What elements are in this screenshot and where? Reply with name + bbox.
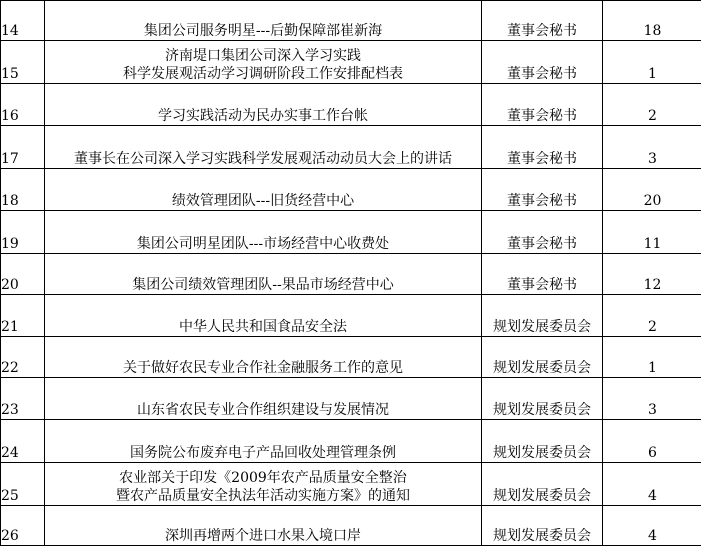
copy-count: 11: [603, 211, 701, 254]
document-title: [45, 463, 482, 506]
row-number: 24: [1, 420, 45, 463]
document-title-line: 暨农产品质量安全执法年活动实施方案》的通知: [45, 487, 481, 505]
row-number: 22: [1, 337, 45, 378]
document-title-line: 集团公司明星团队---市场经营中心收费处: [45, 235, 481, 253]
row-number: 23: [1, 378, 45, 420]
document-title: [45, 420, 482, 463]
document-title-line: 农业部关于印发《2009年农产品质量安全整治: [45, 469, 481, 487]
row-number: 16: [1, 84, 45, 126]
row-number: 26: [1, 506, 45, 546]
department: 规划发展委员会: [482, 463, 603, 506]
department: 董事会秘书: [482, 211, 603, 254]
department: 董事会秘书: [482, 126, 603, 169]
table-row: [1, 295, 701, 337]
document-title-line: 深圳再增两个进口水果入境口岸: [45, 527, 481, 545]
row-number: 25: [1, 463, 45, 506]
document-title-line: 董事长在公司深入学习实践科学发展观活动动员大会上的讲话: [45, 150, 481, 168]
department: 董事会秘书: [482, 169, 603, 211]
row-number: 19: [1, 211, 45, 254]
document-title-line: 关于做好农民专业合作社金融服务工作的意见: [45, 359, 481, 377]
department: 规划发展委员会: [482, 506, 603, 546]
copy-count: 2: [603, 295, 701, 337]
department: 规划发展委员会: [482, 295, 603, 337]
copy-count: 3: [603, 126, 701, 169]
department: 董事会秘书: [482, 1, 603, 41]
document-title: [45, 254, 482, 295]
table-row: [1, 211, 701, 254]
row-number: 14: [1, 1, 45, 41]
table-row: [1, 337, 701, 378]
table-row: [1, 463, 701, 506]
department: 规划发展委员会: [482, 420, 603, 463]
row-number: 17: [1, 126, 45, 169]
table-row: [1, 378, 701, 420]
copy-count: 4: [603, 506, 701, 546]
copy-count: 18: [603, 1, 701, 41]
document-title-line: 国务院公布废弃电子产品回收处理管理条例: [45, 444, 481, 462]
document-title-line: 绩效管理团队---旧货经营中心: [45, 192, 481, 210]
document-title: [45, 506, 482, 546]
copy-count: 12: [603, 254, 701, 295]
table-row: [1, 420, 701, 463]
department: 规划发展委员会: [482, 337, 603, 378]
table-body: [1, 1, 701, 546]
document-title: [45, 1, 482, 41]
row-number: 18: [1, 169, 45, 211]
document-title-line: 中华人民共和国食品安全法: [45, 318, 481, 336]
row-number: 21: [1, 295, 45, 337]
row-number: 20: [1, 254, 45, 295]
table-row: [1, 169, 701, 211]
copy-count: 20: [603, 169, 701, 211]
table-row: [1, 254, 701, 295]
document-title: [45, 295, 482, 337]
copy-count: 2: [603, 84, 701, 126]
table-row: [1, 41, 701, 84]
document-title: [45, 126, 482, 169]
document-title-line: 济南堤口集团公司深入学习实践: [45, 47, 481, 65]
document-title: [45, 211, 482, 254]
table-row: [1, 126, 701, 169]
document-title: [45, 169, 482, 211]
document-title-line: 集团公司绩效管理团队--果品市场经营中心: [45, 276, 481, 294]
document-title-line: 科学发展观活动学习调研阶段工作安排配档表: [45, 65, 481, 83]
row-number: 15: [1, 41, 45, 84]
document-title: [45, 41, 482, 84]
document-title-line: 山东省农民专业合作组织建设与发展情况: [45, 401, 481, 419]
department: 规划发展委员会: [482, 378, 603, 420]
copy-count: 3: [603, 378, 701, 420]
document-title: [45, 337, 482, 378]
table-row: [1, 506, 701, 546]
document-title: [45, 84, 482, 126]
copy-count: 6: [603, 420, 701, 463]
table-row: [1, 1, 701, 41]
document-title: [45, 378, 482, 420]
document-title-line: 学习实践活动为民办实事工作台帐: [45, 107, 481, 125]
copy-count: 4: [603, 463, 701, 506]
copy-count: 1: [603, 337, 701, 378]
department: 董事会秘书: [482, 41, 603, 84]
department: 董事会秘书: [482, 84, 603, 126]
document-title-line: 集团公司服务明星---后勤保障部崔新海: [45, 22, 481, 40]
table-row: [1, 84, 701, 126]
department: 董事会秘书: [482, 254, 603, 295]
copy-count: 1: [603, 41, 701, 84]
